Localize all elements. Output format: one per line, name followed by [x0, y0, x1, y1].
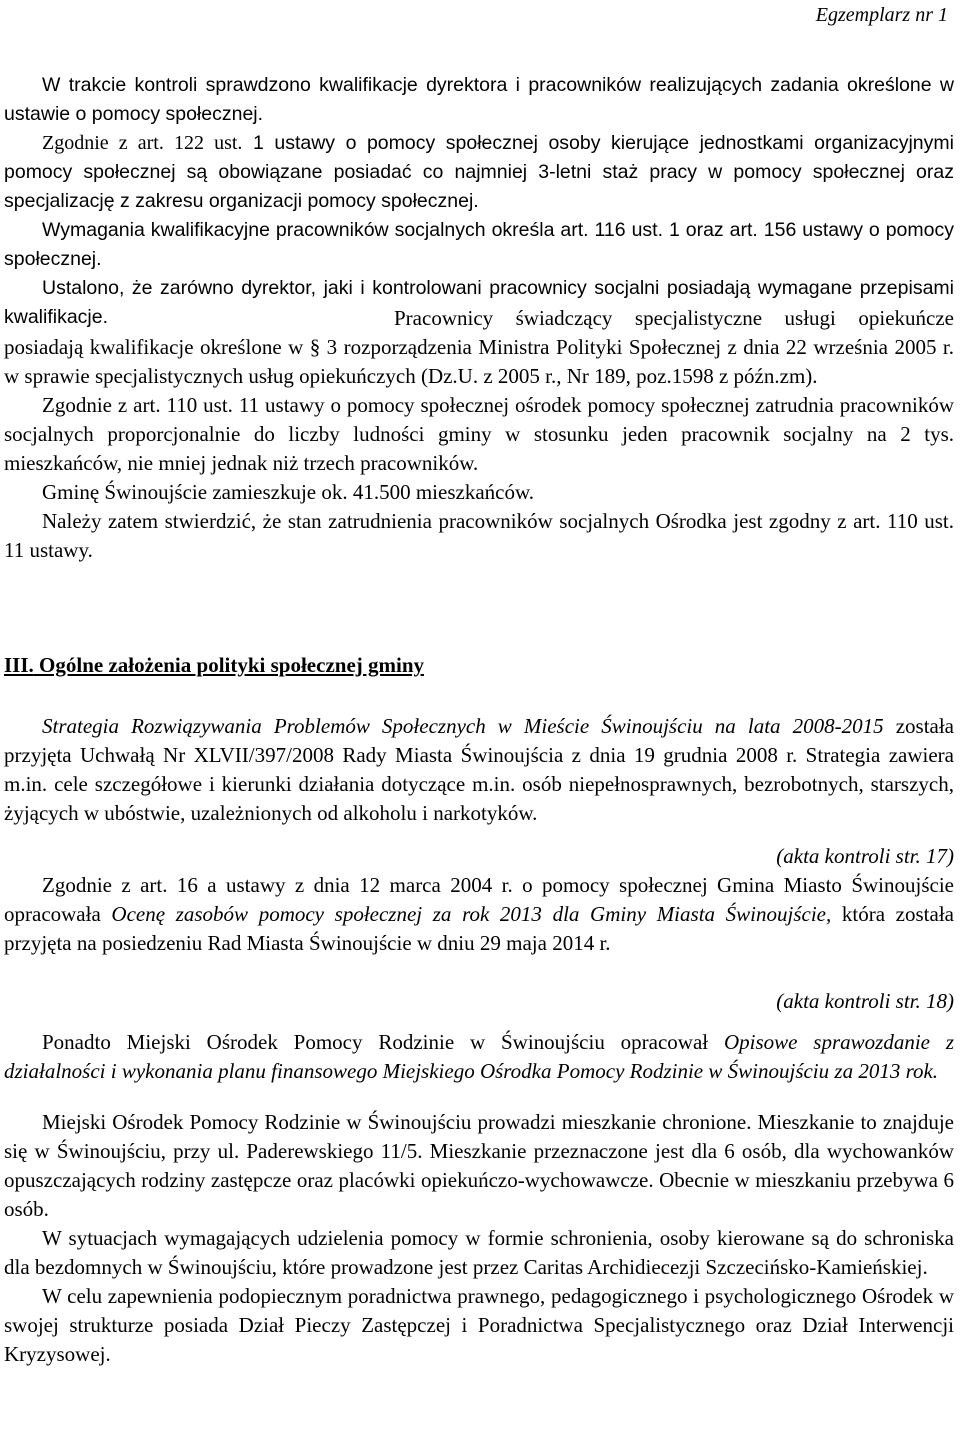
text-run-italic: Opisowe sprawozdanie z działalności i wykonania planu finansowego Miejskiego Ośrodka Pomocy Rodzinie w Świnoujściu za 2013 rok.: [4, 1030, 954, 1083]
paragraph: W sytuacjach wymagających udzielenia pomocy w formie schronienia, osoby kierowane są do schroniska dla bezdomnych w Świnoujściu, które prowadzone jest przez Caritas Archidiecezji Szczecińsko-Kamieńskiej.: [4, 1226, 954, 1279]
paragraph: W celu zapewnienia podopiecznym poradnictwa prawnego, pedagogicznego i psychologicznego Ośrodek w swojej strukturze posiada Dział Pieczy Zastępczej i Poradnictwa Specjalistycznego oraz Dział Interwencji Kryzysowej.: [4, 1284, 954, 1366]
file-reference: (akta kontroli str. 17): [776, 844, 954, 868]
paragraph: Należy zatem stwierdzić, że stan zatrudnienia pracowników socjalnych Ośrodka jest zgodny z art. 110 ust. 11 ustawy.: [4, 509, 954, 562]
paragraph: [4, 1028, 954, 1086]
section-number: III.: [4, 653, 34, 677]
paragraph: W trakcie kontroli sprawdzono kwalifikacje dyrektora i pracowników realizujących zadania określone w ustawie o pomocy społecznej.: [4, 74, 954, 125]
paragraph: Wymagania kwalifikacyjne pracowników socjalnych określa art. 116 ust. 1 oraz art. 156 ustawy o pomocy społecznej.: [4, 219, 954, 270]
text-run-italic: Ocenę zasobów pomocy społecznej za rok 2013 dla Gminy Miasta Świnoujście,: [111, 902, 832, 926]
file-reference: (akta kontroli str. 18): [776, 989, 954, 1013]
paragraph: Ustalono, że zarówno dyrektor, jaki i kontrolowani pracownicy socjalni posiadają wymagane przepisami kwalifikacje.: [4, 277, 954, 328]
text-run: Zgodnie z art. 16 a ustawy z dnia 12 marca 2004 r. o pomocy społecznej Gmina Miasto Świnoujście opracowała: [4, 873, 954, 926]
text-run: która została przyjęta na posiedzeniu Rad Miasta Świnoujście w dniu 29 maja 2014 r.: [4, 902, 954, 955]
paragraph: Pracownicy świadczący specjalistyczne usługi opiekuńcze posiadają kwalifikacje określone w § 3 rozporządzenia Ministra Polityki Społecznej z dnia 22 września 2005 r. w sprawie specjalistycznych usług opiekuńczych (Dz.U. z 2005 r., Nr 189, poz.1598 z późn.zm).: [4, 306, 954, 388]
text-run: Ponadto Miejski Ośrodek Pomocy Rodzinie w Świnoujściu opracował: [42, 1030, 724, 1054]
paragraph: Miejski Ośrodek Pomocy Rodzinie w Świnoujściu prowadzi mieszkanie chronione. Mieszkanie to znajduje się w Świnoujściu, przy ul. Paderewskiego 11/5. Mieszkanie przeznaczone jest dla 6 osób, dla wychowanków opuszczających rodziny zastępcze oraz placówki opiekuńczo-wychowawcze. Obecnie w mieszkaniu przebywa 6 osób.: [4, 1110, 954, 1221]
copy-label: Egzemplarz nr 1: [815, 4, 948, 26]
text-run-italic: Strategia Rozwiązywania Problemów Społecznych w Mieście Świnoujściu na lata 2008-2015: [42, 714, 884, 738]
qualifications-section-continued: [4, 304, 954, 565]
paragraph: [4, 871, 954, 958]
paragraph: Zgodnie z art. 110 ust. 11 ustawy o pomocy społecznej ośrodek pomocy społecznej zatrudnia pracowników socjalnych proporcjonalnie do liczby ludności gminy w stosunku jeden pracownik socjalny na 2 tys. mieszkańców, nie mniej jednak niż trzech pracowników.: [4, 393, 954, 475]
paragraph: Gminę Świnoujście zamieszkuje ok. 41.500 mieszkańców.: [42, 480, 535, 504]
social-policy-section: [4, 712, 954, 1369]
text-run: 1 ustawy o pomocy społecznej osoby kierujące jednostkami organizacyjnymi pomocy społecznej są obowiązane posiadać co najmniej 3-letni staż pracy w pomocy społecznej oraz specjalizację z zakresu organizacji pomocy społecznej.: [4, 132, 954, 212]
text-run: Zgodnie z art. 122 ust.: [42, 132, 243, 154]
section-heading: [4, 653, 424, 678]
qualifications-section: [4, 71, 954, 332]
section-title: Ogólne założenia polityki społecznej gminy: [33, 653, 425, 677]
text-run: została przyjęta Uchwałą Nr XLVII/397/2008 Rady Miasta Świnoujścia z dnia 19 grudnia 2008 r. Strategia zawiera m.in. cele szczegółowe i kierunki działania dotyczące m.in. osób niepełnosprawnych, bezrobotnych, starszych, żyjących w ubóstwie, uzależnionych od alkoholu i narkotyków.: [4, 714, 954, 825]
paragraph: [4, 712, 954, 828]
paragraph: [4, 129, 954, 216]
